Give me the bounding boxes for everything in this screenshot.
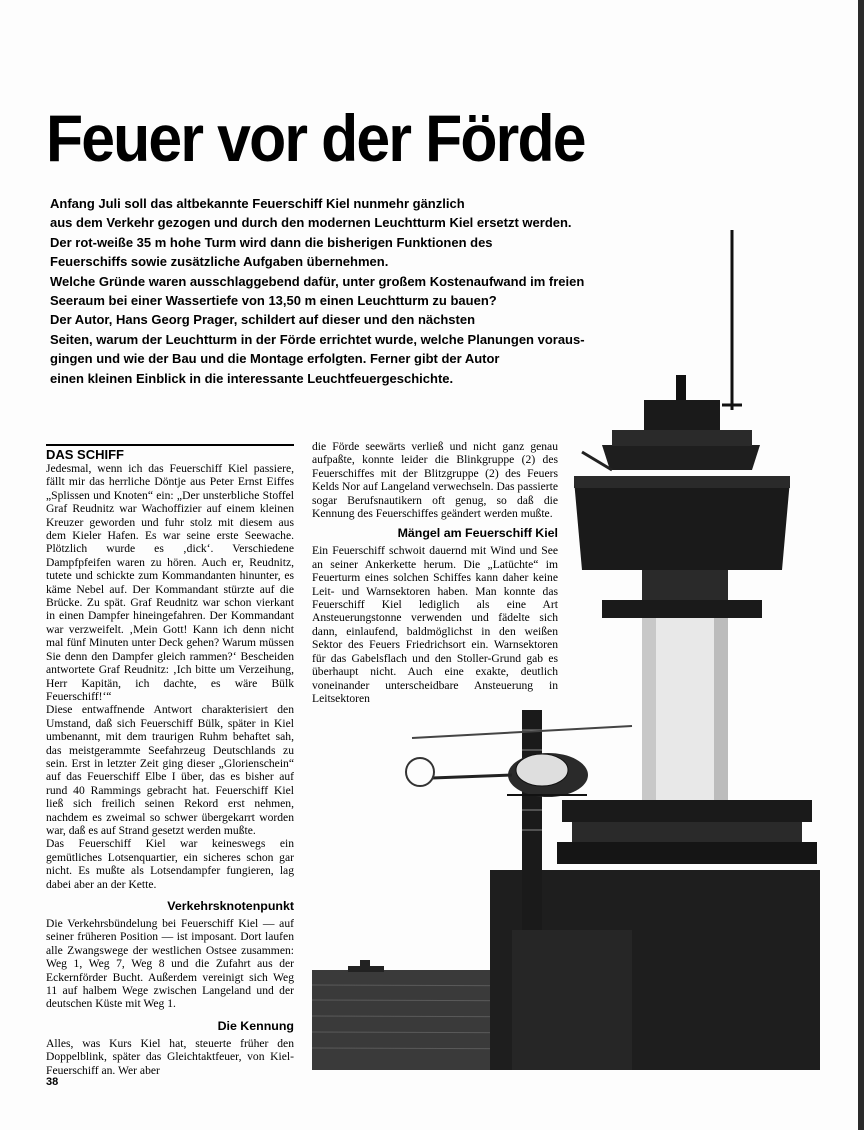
paragraph: Ein Feuerschiff schwoit dauernd mit Wind und See an seiner Ankerkette herum. Die „Latüchte“ im Feuerturm eines solchen Schiffes kann daher keine Leit- und Warnsektoren haben. Man konnte das Feuerschiff Kiel lediglich als eine Art Ansteuerungstonne verwenden und fädelte sich dann, einlaufend, baldmöglichst in den weißen Sektor des Feuers Friedrichsort ein. Warnsektoren für das Gabelsflach und den Stoller-Grund gab es überhaupt nicht. Auch eine exakte, deutlich voneinander unterscheidbare Ansteuerung in Leitsektoren xyxy=(312,544,558,705)
subheading: Die Kennung xyxy=(217,1018,294,1033)
section-title: DAS SCHIFF xyxy=(46,444,294,462)
intro-line: Der Autor, Hans Georg Prager, schildert auf dieser und den nächsten xyxy=(50,312,476,328)
distant-ship-icon xyxy=(348,960,384,972)
headline: Feuer vor der Förde xyxy=(46,101,585,175)
crane-tower xyxy=(522,710,542,930)
intro-line: Feuerschiffs sowie zusätzliche Aufgaben übernehmen. xyxy=(50,254,389,270)
intro-line: Anfang Juli soll das altbekannte Feuerschiff Kiel nunmehr gänzlich xyxy=(50,196,465,211)
paragraph: Die Verkehrsbündelung bei Feuerschiff Kiel — auf seiner früheren Position — ist imposant. Dort laufen alle Zwangswege der westlichen Ostsee zusammen: Weg 1, Weg 7, Weg 8 und die Zufahrt aus der Eckernförder Bucht. Außerdem vereinigt sich Weg 11 auf halbem Wege zwischen Langeland und der deutschen Küste mit Weg 1. xyxy=(46,917,294,1011)
intro-line: Welche Gründe waren ausschlaggebend dafür, unter großem Kostenaufwand im freien xyxy=(50,273,585,289)
page-number: 38 xyxy=(46,1076,59,1088)
subheading: Mängel am Feuerschiff Kiel xyxy=(397,526,558,541)
lower-gallery xyxy=(602,600,762,618)
paragraph: Das Feuerschiff Kiel war keineswegs ein gemütliches Lotsenquartier, ein sicheres schon gar nicht. Es mußte als Lotsendampfer fungieren, lag dabei aber an der Kette. xyxy=(46,837,294,891)
page-edge xyxy=(858,0,864,1130)
intro-line: Der rot-weiße 35 m hohe Turm wird dann die bisherigen Funktionen des xyxy=(50,234,493,250)
article-column-1 xyxy=(46,462,294,1077)
paragraph: Diese entwaffnende Antwort charakterisiert den Umstand, daß sich Feuerschiff Bülk, später in Kiel umbenannt, mit dem traurigen Ruhm behaftet sah, das meistgerammte Seefahrzeug Deutschlands zu sein. Erst in letzter Zeit ging dieser „Glorienschein“ auf das Feuerschiff Elbe I über, das es bisher auf rund 40 Rammings gebracht hat. Feuerschiff Kiel ließ sich freilich seinen Rekord erst nehmen, nachdem es zweimal so schwer übergekarrt worden war, daß es auf Strand gesetzt werden mußte. xyxy=(46,703,294,837)
lantern-house xyxy=(644,400,720,430)
paragraph: Alles, was Kurs Kiel hat, steuerte früher den Doppelblink, später das Gleichtaktfeuer, von Kiel-Feuerschiff an. Wer aber xyxy=(46,1036,294,1077)
intro-line: Seeraum bei einer Wassertiefe von 13,50 m einen Leuchtturm zu bauen? xyxy=(50,293,497,309)
lower-platform xyxy=(562,800,812,822)
article-column-2 xyxy=(312,440,558,705)
intro-line: einen kleinen Einblick in die interessante Leuchtfeuergeschichte. xyxy=(50,370,454,386)
helicopter-icon xyxy=(406,726,632,797)
paragraph: Jedesmal, wenn ich das Feuerschiff Kiel passiere, fällt mir das herrliche Döntje aus Peter Ernst Eiffes „Splissen und Knoten“ ein: „Der unsterbliche Stoffel Graf Reudnitz war Wachoffizier auf einem kleinen Kreuzer geworden und fuhr stolz mit diesem aus dem Kieler Hafen. Es war seine erste Seewache. Plötzlich wurde es ‚dick‘. Verschiedene Dampfpfeifen waren zu hören. Auch er, Reudnitz, tutete und schickte zum Kommandanten hinunter, es käme Nebel auf. Der Kommandant stürzte auf die Brücke. Zu spät. Graf Reudnitz war schon vierkant in einen Dampfer hineingefahren. Der Kommandant war verzweifelt. ‚Mein Gott! Kann ich denn nicht mal fünf Minuten unter Deck gehen? Warum müssen Sie denn den Dampfer gleich rammen?‘ Bescheiden antwortete Graf Reudnitz: ‚Ich bitte um Verzeihung, Herr Kapitän, ich dachte, es wäre Bülk Feuerschiff!‘“ xyxy=(46,462,294,703)
upper-deck xyxy=(574,480,790,570)
intro-line: gingen und wie der Bau und die Montage erfolgten. Ferner gibt der Autor xyxy=(50,351,500,367)
intro-line: Seiten, warum der Leuchtturm in der Förde errichtet wurde, welche Planungen voraus- xyxy=(50,331,585,347)
paragraph: die Förde seewärts verließ und nicht ganz genau aufpaßte, konnte leider die Blinkgruppe (2) des Feuerschiffes mit der Blitzgruppe (2) des Feuers Kelds Nor auf Langeland verwechseln. Das passierte sogar Berufsnautikern oft genug, so daß die Kennung des Feuerschiffes geändert werden mußte. xyxy=(312,440,558,521)
upper-ring xyxy=(602,445,760,470)
subheading: Verkehrsknotenpunkt xyxy=(167,899,294,913)
intro-line: aus dem Verkehr gezogen und durch den modernen Leuchtturm Kiel ersetzt werden. xyxy=(50,215,572,231)
